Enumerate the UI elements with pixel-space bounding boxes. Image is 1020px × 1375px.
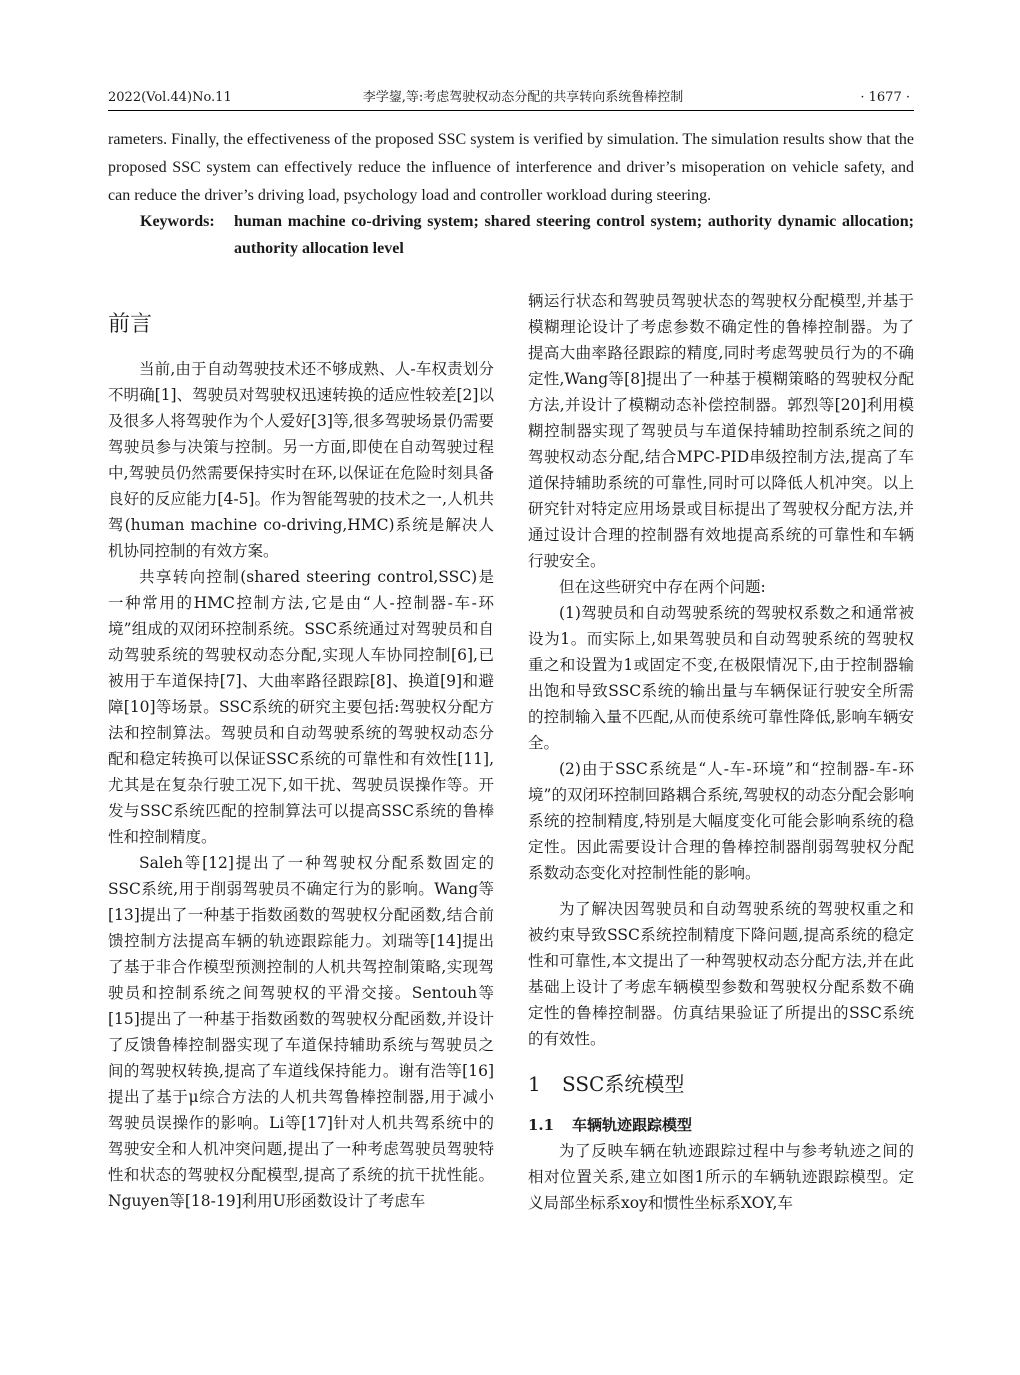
left-column: [108, 288, 494, 1214]
article-running-title: 李学鋆,等:考虑驾驶权动态分配的共享转向系统鲁棒控制: [362, 90, 684, 105]
keywords-text: human machine co-driving system; shared steering control system; authority dynamic allocation; authority allocation level: [234, 213, 914, 257]
section-title: SSC系统模型: [562, 1072, 685, 1096]
continued-paragraph: 辆运行状态和驾驶员驾驶状态的驾驶权分配模型,并基于模糊理论设计了考虑参数不确定性的鲁棒控制器。为了提高大曲率路径跟踪的精度,同时考虑驾驶员行为的不确定性,Wang等[8]提出了一种基于模糊策略的驾驶权分配方法,并设计了模糊动态补偿控制器。郭烈等[20]利用模糊控制器实现了驾驶员与车道保持辅助控制系统之间的驾驶权动态分配,结合MPC-PID串级控制方法,提高了车道保持辅助系统的可靠性,同时可以降低人机冲突。以上研究针对特定应用场景或目标提出了驾驶权分配方法,并通过设计合理的控制器有效地提高系统的可靠性和车辆行驶安全。: [528, 292, 914, 570]
problem-2: (2)由于SSC系统是“人-车-环境”和“控制器-车-环境”的双闭环控制回路耦合系统,驾驶权的动态分配会影响系统的控制精度,特别是大幅度变化可能会影响系统的稳定性。因此需要设计合理的鲁棒控制器削弱驾驶权分配系数动态变化对控制性能的影响。: [528, 760, 914, 882]
problem-1: (1)驾驶员和自动驾驶系统的驾驶权系数之和通常被设为1。而实际上,如果驾驶员和自动驾驶系统的驾驶权重之和设置为1或固定不变,在极限情况下,由于控制器输出饱和导致SSC系统的输出量与车辆保证行驶安全所需的控制输入量不匹配,从而使系统可靠性降低,影响车辆安全。: [528, 604, 914, 752]
page-number: · 1677 ·: [860, 90, 910, 105]
running-header: [108, 88, 914, 111]
paragraph-gap: [528, 886, 914, 896]
keywords-block: [140, 208, 914, 262]
problems-intro: 但在这些研究中存在两个问题:: [559, 578, 766, 596]
keywords-label: Keywords:: [140, 213, 215, 230]
preface-heading: 前言: [108, 312, 153, 337]
section-number: 1: [528, 1072, 541, 1096]
section-1-heading: [528, 1070, 914, 1098]
english-abstract-tail: rameters. Finally, the effectiveness of the proposed SSC system is verified by simulation. The simulation results show that the proposed SSC system can effectively reduce the influence of interference and driver’s misoperation on vehicle safety, and can reduce the driver’s driving load, psychology load and controller workload during steering.: [108, 131, 914, 204]
contribution-paragraph: 为了解决因驾驶员和自动驾驶系统的驾驶权重之和被约束导致SSC系统控制精度下降问题,提高系统的稳定性和可靠性,本文提出了一种驾驶权动态分配方法,并在此基础上设计了考虑车辆模型参数和驾驶权分配系数不确定性的鲁棒控制器。仿真结果验证了所提出的SSC系统的有效性。: [528, 900, 914, 1048]
preface-paragraph: 当前,由于自动驾驶技术还不够成熟、人-车权责划分不明确[1]、驾驶员对驾驶权迅速转换的适应性较差[2]以及很多人将驾驶作为个人爱好[3]等,很多驾驶场景仍需要驾驶员参与决策与控制。另一方面,即使在自动驾驶过程中,驾驶员仍然需要保持实时在环,以保证在危险时刻具备良好的反应能力[4-5]。作为智能驾驶的技术之一,人机共驾(human machine co-driving,HMC)系统是解决人机协同控制的有效方案。: [108, 360, 494, 560]
section-1-paragraph: 为了反映车辆在轨迹跟踪过程中与参考轨迹之间的相对位置关系,建立如图1所示的车辆轨迹跟踪模型。定义局部坐标系xoy和惯性坐标系XOY,车: [528, 1142, 914, 1212]
subsection-title: 车辆轨迹跟踪模型: [572, 1116, 693, 1134]
journal-issue: 2022(Vol.44)No.11: [108, 90, 232, 105]
right-column: [528, 288, 914, 1216]
subsection-number: 1.1: [528, 1116, 555, 1134]
subsection-1-1-heading: [528, 1112, 914, 1138]
preface-paragraph: 共享转向控制(shared steering control,SSC)是一种常用的HMC控制方法,它是由“人-控制器-车-环境”组成的双闭环控制系统。SSC系统通过对驾驶员和自动驾驶系统的驾驶权动态分配,实现人车协同控制[6],已被用于车道保持[7]、大曲率路径跟踪[8]、换道[9]和避障[10]等场景。SSC系统的研究主要包括:驾驶权分配方法和控制算法。驾驶员和自动驾驶系统的驾驶权动态分配和稳定转换可以保证SSC系统的可靠性和有效性[11],尤其是在复杂行驶工况下,如干扰、驾驶员误操作等。开发与SSC系统匹配的控制算法可以提高SSC系统的鲁棒性和控制精度。: [108, 568, 494, 846]
preface-paragraph: Saleh等[12]提出了一种驾驶权分配系数固定的SSC系统,用于削弱驾驶员不确定行为的影响。Wang等[13]提出了一种基于指数函数的驾驶权分配函数,结合前馈控制方法提高车辆的轨迹跟踪能力。刘瑞等[14]提出了基于非合作模型预测控制的人机共驾控制策略,实现驾驶员和控制系统之间驾驶权的平滑交接。Sentouh等[15]提出了一种基于指数函数的驾驶权分配函数,并设计了反馈鲁棒控制器实现了车道保持辅助系统与驾驶员之间的驾驶权转换,提高了车道线保持能力。谢有浩等[16]提出了基于μ综合方法的人机共驾鲁棒控制器,用于减小驾驶员误操作的影响。Li等[17]针对人机共驾系统中的驾驶安全和人机冲突问题,提出了一种考虑驾驶员驾驶特性和状态的驾驶权分配模型,提高了系统的抗干扰性能。Nguyen等[18-19]利用U形函数设计了考虑车: [108, 854, 494, 1210]
